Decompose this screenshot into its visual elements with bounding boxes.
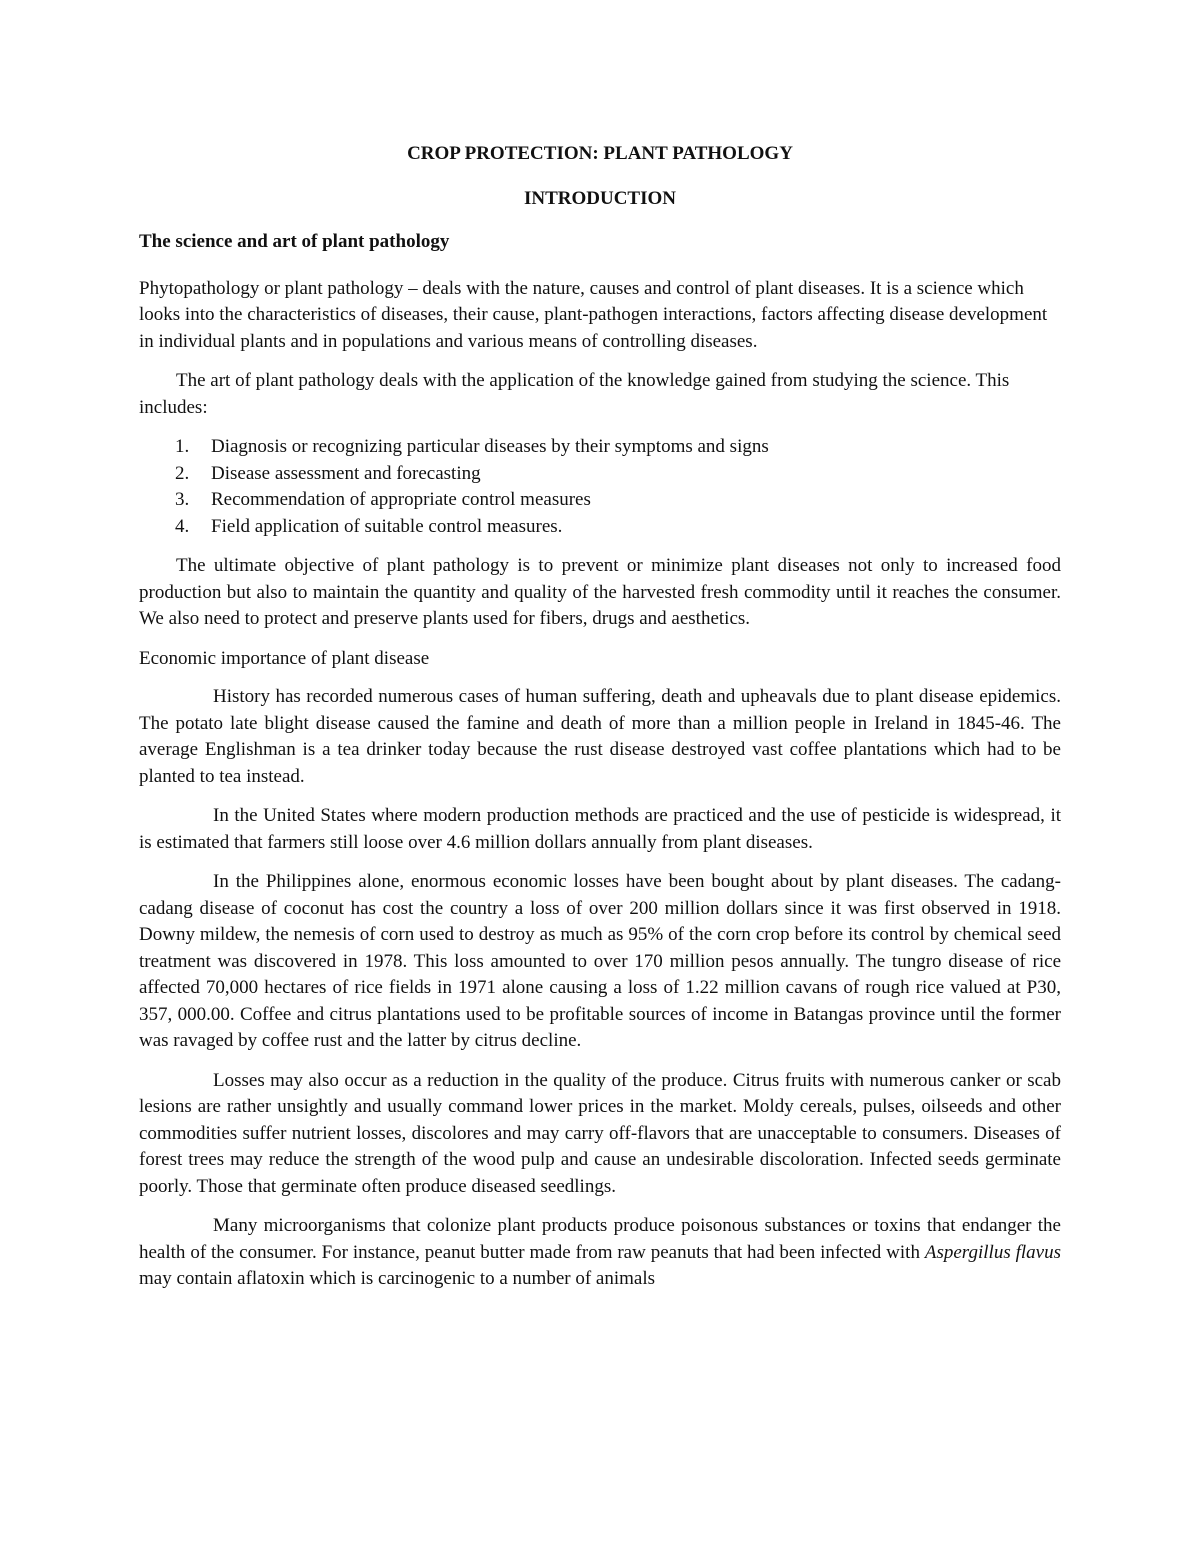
list-item-text: Disease assessment and forecasting [211,462,481,484]
paragraph-philippines: In the Philippines alone, enormous economic losses have been bought about by plant diseases. The cadang-cadang disease of coconut has cost the country a loss of over 200 million dollars since it was first observed in 1918. Downy mildew, the nemesis of corn used to destroy as much as 95% of the corn crop before its control by chemical seed treatment was discovered in 1978. This loss amounted to over 170 million pesos annually. The tungro disease of rice affected 70,000 hectares of rice fields in 1971 alone causing a loss of 1.22 million cavans of rough rice valued at P30, 357, 000.00. Coffee and citrus plantations used to be profitable sources of income in Batangas province until the former was ravaged by coffee rust and the latter by citrus decline. [139,871,1061,1051]
section-heading-science-art: The science and art of plant pathology [139,231,450,252]
paragraph-history: History has recorded numerous cases of human suffering, death and upheavals due to plant disease epidemics. The potato late blight disease caused the famine and death of more than a million people in Ireland in 1845-46. The average Englishman is a tea drinker today because the rust disease destroyed vast coffee plantations which had to be planted to tea instead. [139,686,1061,787]
list-item [139,514,1061,541]
species-name-italic: Aspergillus flavus [924,1241,1061,1263]
paragraph-objective: The ultimate objective of plant pathology is to prevent or minimize plant diseases not only to increased food production but also to maintain the quantity and quality of the harvested fresh commodity until it reaches the consumer. We also need to protect and preserve plants used for fibers, drugs and aesthetics. [139,555,1061,629]
list-item-text: Field application of suitable control measures. [211,515,563,537]
paragraph-definition: Phytopathology or plant pathology – deals with the nature, causes and control of plant diseases. It is a science which looks into the characteristics of diseases, their cause, plant-pathogen interactions, factors affecting disease development in individual plants and in populations and various means of controlling diseases. [139,277,1048,352]
paragraph-toxins-text-start: Many microorganisms that colonize plant products produce poisonous substances or toxins that endanger the health of the consumer. For instance, peanut butter made from raw peanuts that had been infected with [139,1215,1061,1263]
list-item [139,434,1061,461]
list-item [139,461,1061,488]
numbered-list [139,434,1061,540]
list-item-number: 1. [175,436,190,457]
document-subtitle: INTRODUCTION [523,188,677,209]
list-item-number: 2. [175,462,190,484]
paragraph-toxins-text-end: may contain aflatoxin which is carcinogenic to a number of animals [139,1268,655,1289]
paragraph-art: The art of plant pathology deals with the application of the knowledge gained from studying the science. This includes: [139,370,1010,418]
paragraph-toxins [139,1213,1061,1293]
list-item-number: 3. [175,489,190,510]
section-heading-economic-importance: Economic importance of plant disease [139,647,430,669]
list-item-text: Recommendation of appropriate control measures [211,489,591,510]
paragraph-quality-losses: Losses may also occur as a reduction in the quality of the produce. Citrus fruits with numerous canker or scab lesions are rather unsightly and usually command lower prices in the market. Moldy cereals, pulses, oilseeds and other commodities suffer nutrient losses, discolores and may carry off-flavors that are unacceptable to consumers. Diseases of forest trees may reduce the strength of the wood pulp and cause an undesirable discoloration. Infected seeds germinate poorly. Those that germinate often produce diseased seedlings. [139,1069,1061,1197]
list-item-number: 4. [175,515,190,537]
document-page [139,140,1061,1306]
list-item [139,487,1061,514]
document-title: CROP PROTECTION: PLANT PATHOLOGY [407,143,793,164]
paragraph-united-states: In the United States where modern production methods are practiced and the use of pesticide is widespread, it is estimated that farmers still loose over 4.6 million dollars annually from plant diseases. [139,805,1061,853]
list-item-text: Diagnosis or recognizing particular diseases by their symptoms and signs [211,436,769,457]
